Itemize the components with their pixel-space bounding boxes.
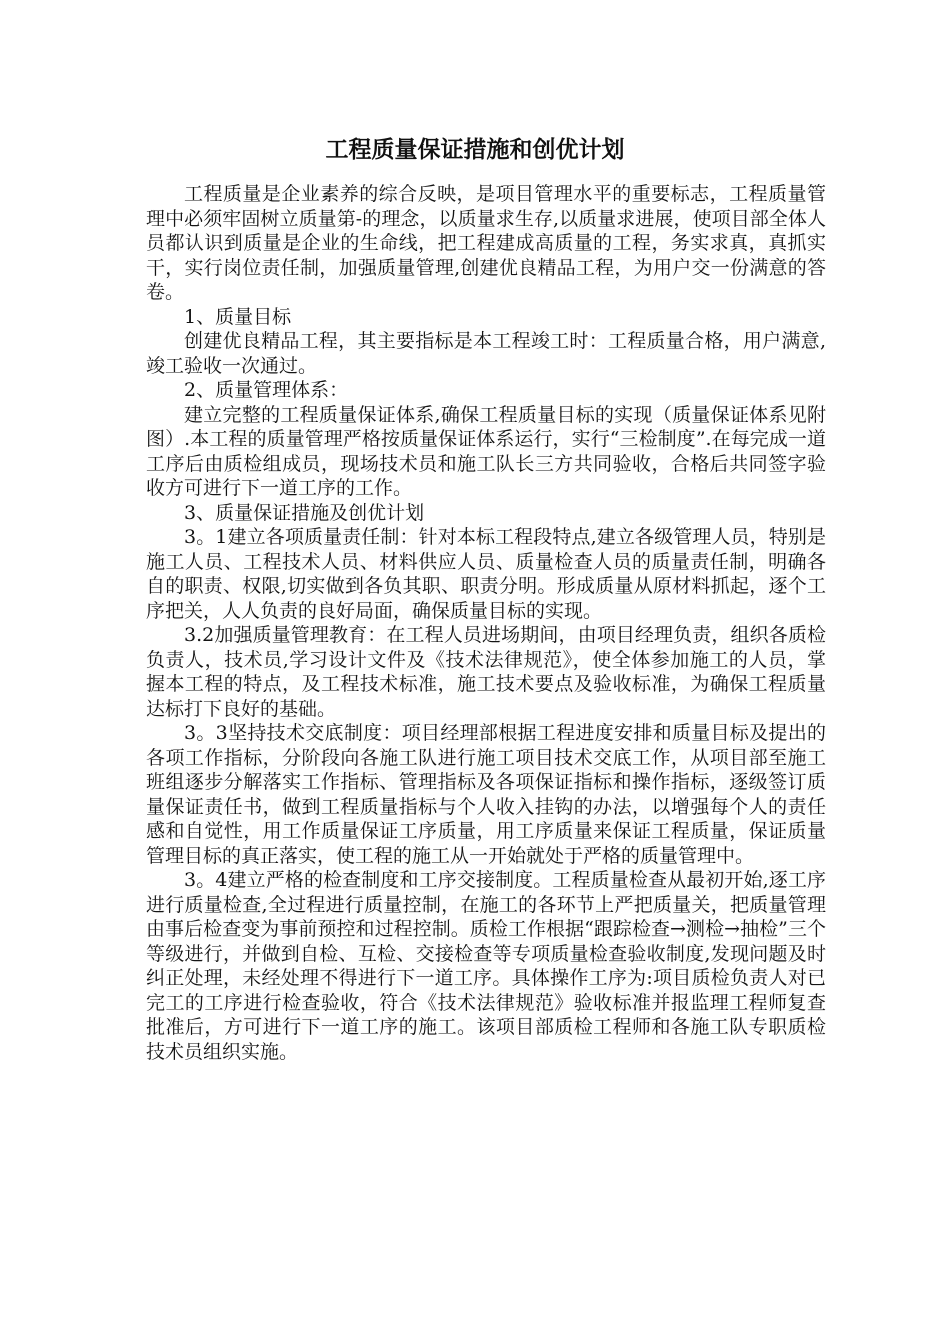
measure-3-2-paragraph: 3.2加强质量管理教育：在工程人员进场期间，由项目经理负责，组织各质检负责人，技术员,学习设计文件及《技术法律规范》，使全体参加施工的人员，掌握本工程的特点，及工程技术标准，施工技术要点及验收标准，为确保工程质量达标打下良好的基础。 bbox=[146, 624, 826, 720]
intro-paragraph: 工程质量是企业素养的综合反映，是项目管理水平的重要标志，工程质量管理中必须牢固树立质量第-的理念，以质量求生存,以质量求进展，使项目部全体人员都认识到质量是企业的生命线，把工程建成高质量的工程，务实求真，真抓实干，实行岗位责任制，加强质量管理,创建优良精品工程，为用户交一份满意的答卷。 bbox=[146, 183, 826, 303]
measure-3-4-paragraph: 3。4建立严格的检查制度和工序交接制度。工程质量检查从最初开始,逐工序进行质量检查,全过程进行质量控制，在施工的各环节上严把质量关，把质量管理由事后检查变为事前预控和过程控制。质检工作根据“跟踪检查→测检→抽检”三个等级进行，并做到自检、互检、交接检查等专项质量检查验收制度,发现问题及时纠正处理，未经处理不得进行下一道工序。具体操作工序为:项目质检负责人对已完工的工序进行检查验收，符合《技术法律规范》验收标准并报监理工程师复查批准后，方可进行下一道工序的施工。该项目部质检工程师和各施工队专职质检技术员组织实施。 bbox=[146, 869, 826, 1063]
document-body bbox=[146, 182, 826, 1064]
document-title: 工程质量保证措施和创优计划 bbox=[325, 137, 625, 163]
quality-system-paragraph: 建立完整的工程质量保证体系,确保工程质量目标的实现（质量保证体系见附图）.本工程的质量管理严格按质量保证体系运行，实行“三检制度”.在每完成一道工序后由质检组成员，现场技术员和施工队长三方共同验收，合格后共同签字验收方可进行下一道工序的工作。 bbox=[146, 403, 826, 499]
section-heading-quality-system: 2、质量管理体系： bbox=[184, 379, 349, 401]
quality-goal-paragraph: 创建优良精品工程，其主要指标是本工程竣工时：工程质量合格，用户满意,竣工验收一次通过。 bbox=[146, 330, 826, 377]
measure-3-1-paragraph: 3。1建立各项质量责任制：针对本标工程段特点,建立各级管理人员，特别是施工人员、工程技术人员、材料供应人员、质量检查人员的质量责任制，明确各自的职责、权限,切实做到各负其职、职责分明。形成质量从原材料抓起，逐个工序把关，人人负责的良好局面，确保质量目标的实现。 bbox=[146, 526, 826, 622]
section-heading-quality-goal: 1、质量目标 bbox=[184, 305, 292, 328]
measure-3-3-paragraph: 3。3坚持技术交底制度：项目经理部根据工程进度安排和质量目标及提出的各项工作指标，分阶段向各施工队进行施工项目技术交底工作，从项目部至施工班组逐步分解落实工作指标、管理指标及各项保证指标和操作指标，逐级签订质量保证责任书，做到工程质量指标与个人收入挂钩的办法，以增强每个人的责任感和自觉性，用工作质量保证工序质量，用工序质量来保证工程质量，保证质量管理目标的真正落实，使工程的施工从一开始就处于严格的质量管理中。 bbox=[146, 722, 826, 867]
section-heading-quality-measures: 3、质量保证措施及创优计划 bbox=[184, 501, 425, 524]
